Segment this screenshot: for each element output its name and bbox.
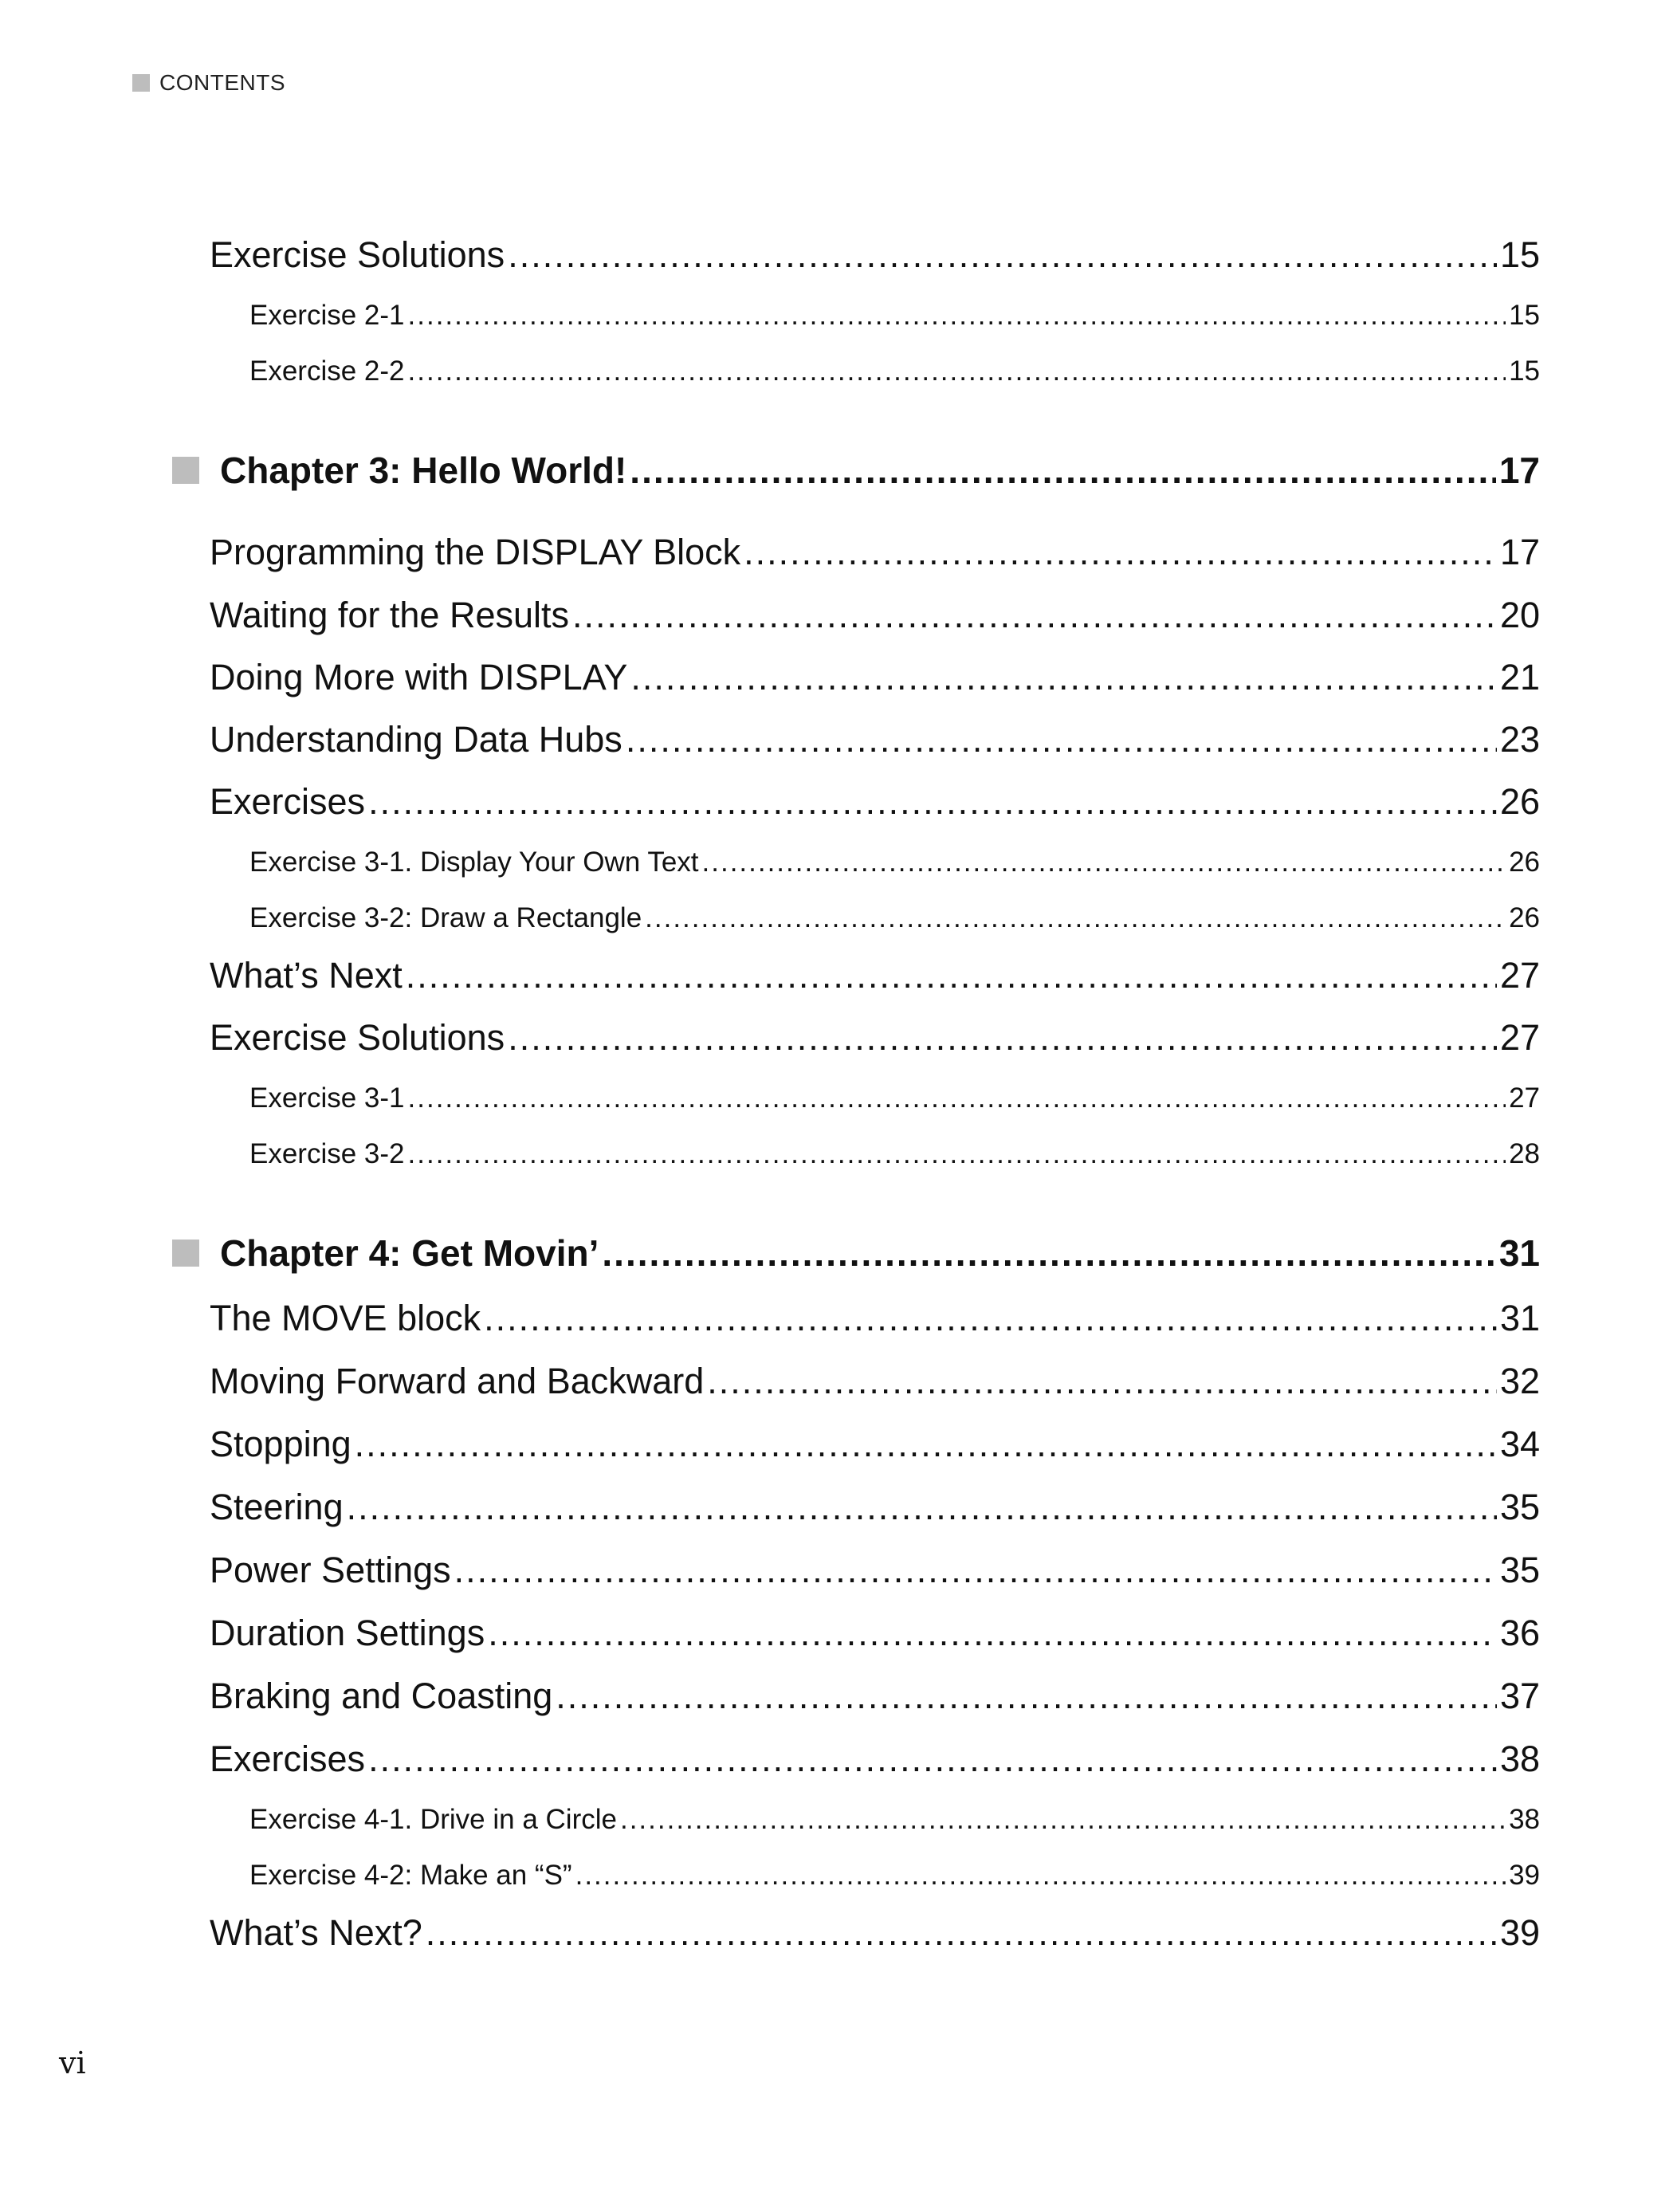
toc-entry-page: 37 [1499, 1676, 1540, 1716]
dot-leader [575, 1860, 1506, 1892]
toc-entry-title: Understanding Data Hubs [210, 719, 622, 760]
toc-entry-title: Exercise 4-1. Drive in a Circle [249, 1804, 617, 1835]
toc-chapter-entry[interactable] [172, 446, 1540, 494]
toc-entry-title: Exercise 3-1 [249, 1082, 405, 1114]
toc-entry-page: 38 [1509, 1804, 1540, 1835]
toc-entry-page: 21 [1499, 657, 1540, 697]
dot-leader [702, 847, 1506, 878]
toc-entry-page: 38 [1499, 1739, 1540, 1779]
toc-entry-title: Exercise 3-2: Draw a Rectangle [249, 902, 642, 933]
toc-entry-title: Exercise 3-1. Display Your Own Text [249, 847, 699, 878]
dot-leader [556, 1676, 1497, 1717]
toc-entry-title: Exercise Solutions [210, 1017, 505, 1058]
toc-entry-page: 28 [1509, 1138, 1540, 1169]
toc-entry-page: 36 [1499, 1613, 1540, 1653]
dot-leader [408, 1138, 1506, 1170]
toc-entry-title: What’s Next [210, 955, 403, 996]
dot-leader [630, 449, 1496, 492]
dot-leader [368, 781, 1497, 823]
toc-entry[interactable] [210, 1550, 1540, 1591]
toc-entry-title: The MOVE block [210, 1298, 481, 1338]
toc-entry-page: 26 [1509, 902, 1540, 933]
toc-entry-title: Exercise Solutions [210, 234, 505, 275]
toc-entry[interactable] [210, 1017, 1540, 1059]
dot-leader [645, 902, 1506, 934]
dot-leader [620, 1804, 1506, 1836]
toc-entry[interactable] [249, 356, 1540, 387]
toc-entry-page: 17 [1498, 450, 1540, 491]
running-head [132, 70, 285, 96]
toc-entry[interactable] [210, 719, 1540, 760]
toc-entry[interactable] [210, 1613, 1540, 1654]
dot-leader [488, 1613, 1497, 1654]
toc-entry-page: 23 [1499, 719, 1540, 760]
toc-entry[interactable] [210, 955, 1540, 996]
toc-entry-title: Chapter 3: Hello World! [220, 450, 627, 491]
dot-leader [454, 1550, 1497, 1591]
toc-entry[interactable] [249, 1082, 1540, 1114]
toc-entry-page: 20 [1499, 595, 1540, 635]
toc-entry-page: 26 [1509, 847, 1540, 878]
dot-leader [406, 955, 1497, 996]
dot-leader [408, 1082, 1506, 1114]
toc-chapter-entry[interactable] [172, 1229, 1540, 1277]
square-bullet-icon [132, 74, 150, 92]
toc-entry[interactable] [249, 1138, 1540, 1170]
toc-entry[interactable] [210, 657, 1540, 698]
dot-leader [744, 532, 1497, 573]
page-number: vi [59, 2045, 86, 2080]
toc-entry-page: 35 [1499, 1550, 1540, 1590]
toc-entry-page: 32 [1499, 1361, 1540, 1401]
dot-leader [508, 234, 1497, 276]
dot-leader [630, 657, 1497, 698]
running-head-label: CONTENTS [159, 70, 285, 95]
square-bullet-icon [172, 457, 199, 484]
toc-entry[interactable] [210, 1739, 1540, 1780]
toc-entry-page: 27 [1499, 1017, 1540, 1058]
toc-entry-page: 31 [1498, 1232, 1540, 1274]
toc-entry[interactable] [210, 1298, 1540, 1339]
dot-leader [707, 1361, 1497, 1402]
toc-entry-title: Exercise 3-2 [249, 1138, 405, 1169]
toc-entry[interactable] [210, 781, 1540, 823]
toc-entry-page: 15 [1499, 234, 1540, 275]
toc-entry-page: 39 [1509, 1860, 1540, 1891]
toc-entry-title: Exercises [210, 781, 366, 822]
toc-entry-page: 26 [1499, 781, 1540, 822]
toc-entry[interactable] [210, 234, 1540, 276]
toc-entry-title: Braking and Coasting [210, 1676, 553, 1716]
toc-entry-title: Exercise 2-1 [249, 300, 405, 331]
toc-entry[interactable] [210, 1912, 1540, 1954]
toc-entry-title: Exercise 4-2: Make an “S” [249, 1860, 572, 1891]
toc-entry-title: Programming the DISPLAY Block [210, 532, 741, 572]
dot-leader [347, 1487, 1497, 1528]
toc-entry-page: 27 [1509, 1082, 1540, 1114]
toc-entry[interactable] [249, 847, 1540, 878]
toc-entry-title: Exercises [210, 1739, 366, 1779]
toc-entry-title: Moving Forward and Backward [210, 1361, 705, 1401]
toc-entry-title: Chapter 4: Get Movin’ [220, 1232, 599, 1274]
dot-leader [602, 1232, 1495, 1275]
dot-leader [355, 1424, 1497, 1465]
dot-leader [368, 1739, 1497, 1780]
toc-entry[interactable] [210, 1487, 1540, 1528]
toc-entry-page: 39 [1499, 1912, 1540, 1953]
toc-entry[interactable] [210, 1676, 1540, 1717]
dot-leader [626, 719, 1497, 760]
dot-leader [484, 1298, 1497, 1339]
toc-entry-title: Doing More with DISPLAY [210, 657, 628, 697]
toc-entry[interactable] [210, 532, 1540, 573]
toc-entry-title: Stopping [210, 1424, 352, 1464]
dot-leader [408, 300, 1506, 332]
toc-entry[interactable] [210, 1424, 1540, 1465]
square-bullet-icon [172, 1240, 199, 1267]
toc-entry-page: 27 [1499, 955, 1540, 996]
toc-entry-page: 31 [1499, 1298, 1540, 1338]
dot-leader [572, 595, 1497, 636]
toc-entry[interactable] [249, 1804, 1540, 1836]
toc-entry[interactable] [249, 902, 1540, 934]
toc-entry-page: 35 [1499, 1487, 1540, 1527]
toc-entry-page: 15 [1509, 356, 1540, 387]
toc-entry[interactable] [249, 300, 1540, 332]
toc-entry[interactable] [210, 595, 1540, 636]
toc-entry-page: 17 [1499, 532, 1540, 572]
dot-leader [408, 356, 1506, 387]
toc-entry-title: Duration Settings [210, 1613, 485, 1653]
toc-entry-title: Power Settings [210, 1550, 451, 1590]
dot-leader [426, 1912, 1497, 1954]
toc-entry[interactable] [249, 1860, 1540, 1892]
toc-entry-title: Steering [210, 1487, 344, 1527]
toc-entry-title: Waiting for the Results [210, 595, 570, 635]
toc-entry-title: Exercise 2-2 [249, 356, 405, 387]
toc-entry-page: 15 [1509, 300, 1540, 331]
toc-entry-title: What’s Next? [210, 1912, 422, 1953]
dot-leader [508, 1017, 1497, 1059]
toc-entry-page: 34 [1499, 1424, 1540, 1464]
toc-entry[interactable] [210, 1361, 1540, 1402]
